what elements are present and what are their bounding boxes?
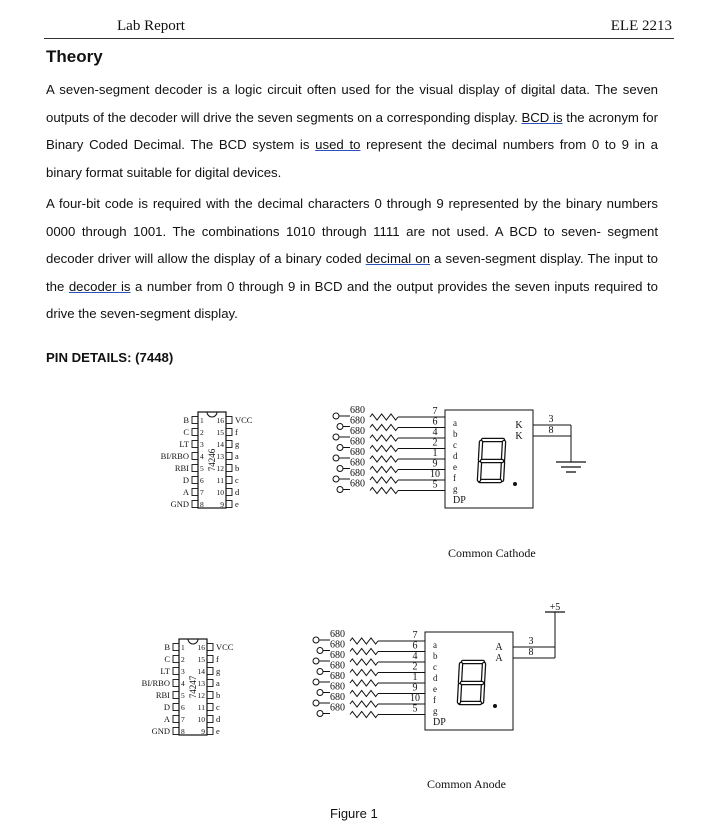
diagram2-digit-segment-inner: [482, 684, 483, 702]
diagram1-input-terminal: [333, 476, 339, 482]
diagram2-right-pin-num: 12: [197, 691, 205, 700]
diagram2-segment-label-f: f: [433, 695, 436, 705]
diagram1-display-pin-num: 6: [432, 416, 438, 428]
diagram2-ic-notch: [188, 639, 198, 644]
diagram1-left-pin-box: [192, 441, 198, 448]
diagram1-input-terminal: [337, 466, 343, 472]
diagram1-right-pin-box: [226, 441, 232, 448]
diagram2-left-pin-a: A: [163, 714, 170, 724]
diagram1-right-pin-a: a: [235, 451, 239, 461]
p1-text-b: the acronym for Binary Coded Decimal. The BCD system is: [46, 109, 659, 152]
diagram2-right-pin-box: [207, 692, 213, 699]
diagram1-resistor: [370, 467, 398, 473]
diagram2-left-pin-gnd: GND: [151, 726, 170, 736]
diagram1-left-pin-rbi: RBI: [174, 463, 189, 473]
diagram1-resistor-value: 680: [350, 468, 365, 479]
diagram1-display-pin-num: 1: [432, 448, 438, 459]
diagram1-right-pin-num: 16: [216, 416, 224, 425]
diagram2-resistor: [350, 691, 378, 697]
diagram2-left-pin-num: 1: [181, 643, 185, 652]
diagram2-left-pin-lt: LT: [160, 666, 170, 676]
diagram1-left-pin-num: 8: [200, 500, 204, 509]
diagram1-left-pin-num: 4: [200, 452, 204, 461]
diagram1-left-pin-box: [192, 501, 198, 508]
diagram2-input-terminal: [317, 711, 323, 717]
diagram1-left-pin-d: D: [182, 475, 189, 485]
diagram1-right-pin-num: 14: [216, 440, 224, 449]
diagram1-common-pin-num: 3: [548, 414, 554, 425]
diagram1-left-pin-num: 7: [200, 488, 204, 497]
diagram1-right-pin-f: f: [235, 427, 238, 437]
diagram1-common-label: K: [515, 420, 523, 431]
diagram2-left-pin-box: [173, 656, 179, 663]
diagram1-input-terminal: [333, 413, 339, 419]
diagram1-resistor: [370, 446, 398, 452]
diagram1-left-pin-num: 5: [200, 464, 204, 473]
diagram1-input-terminal: [333, 434, 339, 440]
diagram2-segment-label-b: b: [433, 651, 438, 661]
diagram1-display-pin-num: 5: [432, 479, 438, 491]
p2-underlined-1: decimal on: [365, 251, 430, 266]
diagram2-right-pin-c: c: [216, 702, 220, 712]
diagram2-segment-label-e: e: [433, 684, 437, 694]
diagram1-left-pin-gnd: GND: [170, 499, 189, 509]
diagram2-input-terminal: [313, 637, 319, 643]
diagram2-resistor: [350, 670, 378, 676]
diagram1-left-pin-box: [192, 465, 198, 472]
diagram1-right-pin-g: g: [235, 439, 240, 449]
diagram1-display-pin-num: 4: [432, 427, 438, 438]
diagram2-left-pin-c: C: [164, 654, 170, 664]
diagram1-left-pin-b: B: [183, 415, 189, 425]
diagram1-left-pin-box: [192, 477, 198, 484]
diagram2-left-pin-num: 5: [181, 691, 185, 700]
diagram1-right-pin-num: 10: [216, 488, 224, 497]
diagram2-left-pin-box: [173, 644, 179, 651]
diagram2-display-pin-num: 5: [412, 703, 418, 715]
diagram2-right-pin-vcc: VCC: [216, 642, 234, 652]
diagram2-digit-segment-inner: [483, 664, 484, 682]
diagram2-left-pin-box: [173, 680, 179, 687]
diagram1-right-pin-num: 9: [220, 500, 224, 509]
diagram1-resistor: [370, 488, 398, 494]
diagram2-right-pin-box: [207, 716, 213, 723]
diagram1-resistor-value: 680: [350, 447, 365, 458]
diagram2-right-pin-num: 11: [197, 703, 205, 712]
diagram2-ic-label: 74247: [188, 675, 198, 699]
diagram1-resistor: [370, 435, 398, 441]
diagram1-digit-segment-inner: [503, 442, 504, 460]
p2-text-c: a number from 0 through 9 in BCD and the output provides the seven inputs required to drive the seven-segment display.: [46, 278, 658, 321]
diagram1-display-pin-num: 7: [432, 406, 438, 417]
diagram1-resistor: [370, 477, 398, 483]
diagram2-left-pin-num: 7: [181, 715, 185, 724]
diagram2-display-pin-num: 9: [412, 682, 418, 694]
diagram1-left-pin-num: 6: [200, 476, 204, 485]
diagram1-input-terminal: [337, 487, 343, 493]
diagram2-input-terminal: [317, 690, 323, 696]
diagram2-resistor-value: 680: [330, 681, 345, 693]
diagram2-right-pin-d: d: [216, 714, 221, 724]
diagram2-left-pin-num: 8: [181, 727, 185, 736]
diagram1-right-pin-d: d: [235, 487, 240, 497]
diagram1-digit-segment-inner: [502, 462, 503, 480]
diagram2-right-pin-a: a: [216, 678, 220, 688]
diagram2-display-pin-num: 10: [410, 693, 420, 704]
p1-text-a: A seven-segment decoder is a logic circuit often used for the visual display of digital data. The seven outputs of the decoder will drive the seven segments on a corresponding display.: [46, 82, 658, 125]
diagram1-right-pin-box: [226, 417, 232, 424]
diagram1-ic-notch: [207, 412, 217, 417]
diagram2-supply-label: +5: [549, 602, 561, 613]
diagram1-left-pin-box: [192, 429, 198, 436]
header-right: ELE 2213: [610, 18, 672, 34]
diagram1-resistor-value: 680: [350, 436, 365, 448]
diagram2-left-pin-box: [173, 668, 179, 675]
diagram1-left-pin-lt: LT: [179, 439, 189, 449]
diagram2-resistor-value: 680: [330, 629, 345, 640]
diagram2-right-pin-box: [207, 728, 213, 735]
diagram2-resistor-value: 680: [330, 660, 345, 672]
diagram1-right-pin-box: [226, 453, 232, 460]
diagram1-digit-segment-inner: [479, 462, 480, 480]
diagram1-left-pin-box: [192, 489, 198, 496]
diagram2-resistor: [350, 680, 378, 686]
diagram2-right-pin-num: 9: [201, 727, 205, 736]
diagram1-right-pin-c: c: [235, 475, 239, 485]
diagram2-left-pin-b: B: [164, 642, 170, 652]
diagram2-resistor: [350, 638, 378, 644]
diagram2-right-pin-b: b: [216, 690, 221, 700]
diagram1-right-pin-e: e: [235, 499, 239, 509]
diagram1-resistor-value: 680: [350, 426, 365, 437]
diagram2-segment-label-a: a: [433, 640, 437, 650]
diagram1-input-terminal: [337, 424, 343, 430]
diagram2-right-pin-num: 10: [197, 715, 205, 724]
p1-underlined-2: used to: [315, 137, 361, 152]
diagram1-digit-segment-inner: [480, 442, 481, 460]
diagram1-resistor: [370, 414, 398, 420]
diagram1-segment-label-e: e: [453, 462, 457, 472]
diagram1-display-pin-num: 2: [432, 437, 438, 449]
diagram1-right-pin-num: 11: [216, 476, 224, 485]
diagram2-left-pin-num: 6: [181, 703, 185, 712]
diagram2-resistor-value: 680: [330, 639, 345, 651]
diagram1-resistor-value: 680: [350, 405, 365, 416]
header-left: Lab Report: [117, 18, 185, 34]
diagram2-display-pin-num: 4: [412, 651, 418, 662]
diagram2-left-pin-box: [173, 728, 179, 735]
diagram1-right-pin-box: [226, 465, 232, 472]
diagram2-left-pin-rbi: RBI: [155, 690, 170, 700]
diagram2-segment-label-dp: DP: [433, 717, 446, 728]
diagram2-resistor: [350, 659, 378, 665]
diagram2-right-pin-box: [207, 704, 213, 711]
diagram2-resistor-value: 680: [330, 692, 345, 703]
diagram1-right-pin-num: 12: [216, 464, 224, 473]
diagram1-left-pin-box: [192, 417, 198, 424]
diagram2-common-pin-num: 8: [528, 647, 534, 658]
diagram1-right-pin-num: 13: [216, 452, 224, 461]
diagram1-right-pin-box: [226, 477, 232, 484]
diagram2-resistor-value: 680: [330, 671, 345, 682]
figure-caption: Figure 1: [330, 806, 378, 821]
diagram1-left-pin-num: 2: [200, 428, 204, 437]
diagram1-decimal-point: [513, 482, 517, 486]
diagram1-right-pin-box: [226, 489, 232, 496]
diagram2-display-pin-num: 1: [412, 672, 418, 683]
diagram2-left-pin-num: 3: [181, 667, 185, 676]
p1-text-c: represent the decimal numbers from 0 to 9 in a binary format suitable for digital devices.: [46, 137, 658, 180]
diagram2-decimal-point: [493, 704, 497, 708]
diagram1-right-pin-num: 15: [216, 428, 224, 437]
diagram1-resistor-value: 680: [350, 478, 365, 490]
diagram1-display-pin-num: 10: [430, 469, 440, 480]
diagram2-resistor-value: 680: [330, 702, 345, 714]
diagram2-display-pin-num: 7: [412, 630, 418, 641]
diagram1-right-pin-b: b: [235, 463, 240, 473]
diagram2-segment-label-g: g: [433, 706, 438, 716]
diagram1-left-pin-a: A: [182, 487, 189, 497]
caption-common-cathode: Common Cathode: [448, 546, 536, 560]
diagram2-left-pin-d: D: [163, 702, 170, 712]
diagram1-right-pin-box: [226, 501, 232, 508]
diagram1-resistor: [370, 456, 398, 462]
p2-underlined-2: decoder is: [68, 278, 131, 294]
diagram2-segment-label-d: d: [433, 673, 438, 683]
section-title: Theory: [46, 47, 103, 66]
diagram2-left-pin-num: 4: [181, 679, 185, 688]
diagram2-input-terminal: [313, 700, 319, 706]
diagram1-segment-label-b: b: [453, 429, 458, 439]
diagram1-display-pin-num: 9: [432, 458, 438, 470]
diagram1-left-pin-num: 3: [200, 440, 204, 449]
diagram2-input-terminal: [317, 648, 323, 654]
diagram2-digit-segment-inner: [460, 664, 461, 682]
diagram1-right-pin-vcc: VCC: [235, 415, 253, 425]
diagram1-segment-label-c: c: [453, 440, 457, 450]
diagram2-display-pin-num: 2: [412, 661, 418, 673]
diagram2-common-pin-num: 3: [528, 636, 534, 647]
diagram1-left-pin-bi-rbo: BI/RBO: [160, 451, 189, 461]
diagram2-left-pin-bi-rbo: BI/RBO: [141, 678, 170, 688]
diagram2-right-pin-num: 13: [197, 679, 205, 688]
diagram2-input-terminal: [313, 658, 319, 664]
diagram1-resistor: [370, 425, 398, 431]
diagram2-right-pin-num: 16: [197, 643, 205, 652]
p2-text-a: A four-bit code is required with the decimal characters 0 through 9 represented by the binary numbers 0000 through 1001. The combinations 1010 through 1111 are not used. A BCD to seven- segment decoder driver will allow the display of a binary coded: [46, 196, 658, 266]
diagram2-right-pin-box: [207, 656, 213, 663]
diagram1-common-label: K: [515, 431, 523, 442]
diagram2-resistor: [350, 712, 378, 718]
diagram2-resistor-value: 680: [330, 650, 345, 661]
diagram1-resistor-value: 680: [350, 415, 365, 427]
diagram2-common-label: A: [495, 642, 503, 653]
diagram1-segment-label-a: a: [453, 418, 457, 428]
diagram2-segment-label-c: c: [433, 662, 437, 672]
diagram1-segment-label-g: g: [453, 484, 458, 494]
diagram2-right-pin-box: [207, 668, 213, 675]
diagram1-common-pin-num: 8: [548, 425, 554, 436]
diagram2-common-label: A: [495, 653, 503, 664]
diagram1-right-pin-box: [226, 429, 232, 436]
diagram1-input-terminal: [337, 445, 343, 451]
caption-common-anode: Common Anode: [427, 777, 507, 791]
diagram2-right-pin-num: 14: [197, 667, 205, 676]
diagram2-input-terminal: [317, 669, 323, 675]
diagram2-left-pin-box: [173, 704, 179, 711]
diagram2-left-pin-box: [173, 716, 179, 723]
diagram1-resistor-value: 680: [350, 457, 365, 469]
diagram2-right-pin-num: 15: [197, 655, 205, 664]
diagram1-ic-label: 74246: [207, 448, 217, 472]
diagram2-right-pin-g: g: [216, 666, 221, 676]
diagram2-left-pin-num: 2: [181, 655, 185, 664]
diagram2-right-pin-box: [207, 680, 213, 687]
p1-underlined-1: BCD is: [521, 109, 563, 125]
diagram2-resistor: [350, 701, 378, 707]
diagram2-right-pin-e: e: [216, 726, 220, 736]
diagram1-segment-label-d: d: [453, 451, 458, 461]
diagram1-segment-label-dp: DP: [453, 495, 466, 506]
pin-details-heading: PIN DETAILS: (7448): [46, 350, 174, 365]
diagram2-resistor: [350, 649, 378, 655]
diagram1-left-pin-c: C: [183, 427, 189, 437]
diagram1-left-pin-num: 1: [200, 416, 204, 425]
diagram1-segment-label-f: f: [453, 473, 456, 483]
diagram2-digit-segment-inner: [459, 684, 460, 702]
diagram1-input-terminal: [333, 455, 339, 461]
diagram2-right-pin-f: f: [216, 654, 219, 664]
diagram2-left-pin-box: [173, 692, 179, 699]
diagram2-display-pin-num: 6: [412, 640, 418, 652]
diagram2-input-terminal: [313, 679, 319, 685]
diagram2-right-pin-box: [207, 644, 213, 651]
p2-text-b: a seven-segment display. The input to the: [46, 251, 659, 294]
diagram1-left-pin-box: [192, 453, 198, 460]
